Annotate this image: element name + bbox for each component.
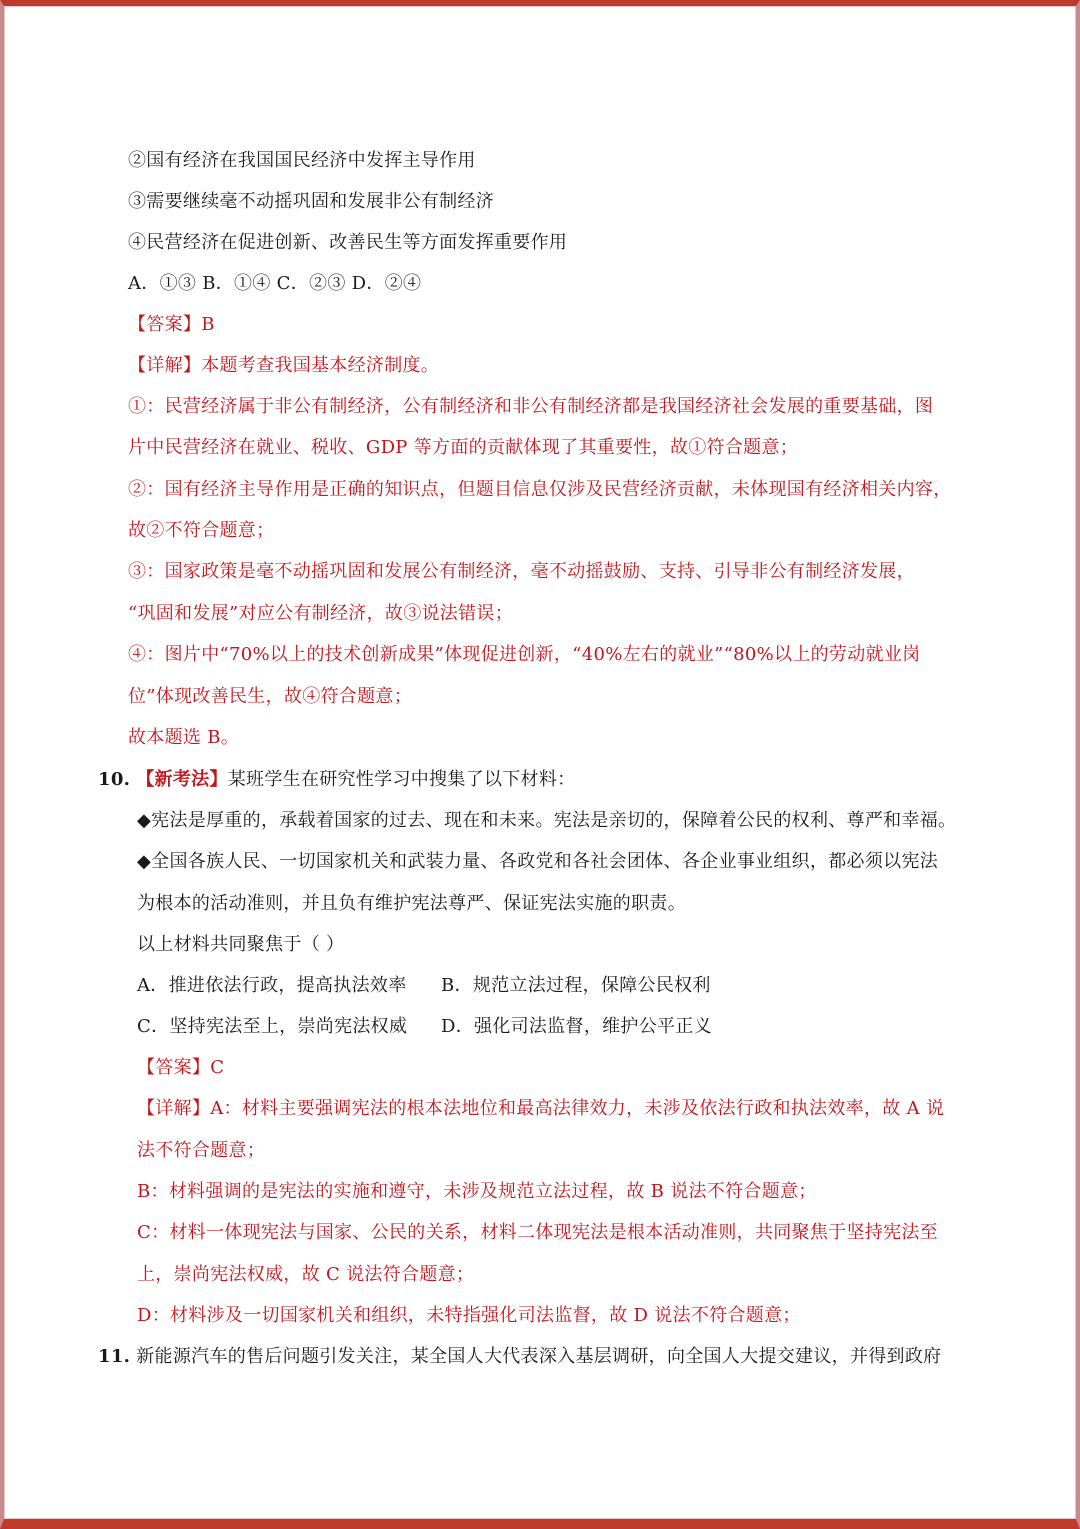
q9-analysis-line: “巩固和发展”对应公有制经济，故③说法错误； [128, 603, 514, 624]
q9-analysis-line: 位”体现改善民生，故④符合题意； [128, 686, 413, 707]
q9-analysis-line: ④：图片中“70%以上的技术创新成果”体现促进创新，“40%左右的就业”“80%以上的劳动就业岗 [128, 644, 921, 665]
q9-option-2: ②国有经济在我国国民经济中发挥主导作用 [128, 150, 476, 171]
q10-analysis-line: B：材料强调的是宪法的实施和遵守，未涉及规范立法过程，故 B 说法不符合题意； [137, 1181, 817, 1202]
q10-analysis-line: 上，崇尚宪法权威，故 C 说法符合题意； [137, 1264, 475, 1285]
answer-label: 【答案】 [137, 1057, 211, 1078]
q9-analysis-line: ②：国有经济主导作用是正确的知识点，但题目信息仅涉及民营经济贡献，未体现国有经济相关内容， [128, 479, 952, 500]
q9-analysis-line: ①：民营经济属于非公有制经济，公有制经济和非公有制经济都是我国经济社会发展的重要基础，图 [128, 396, 934, 417]
detail-label: 【详解】 [137, 1098, 211, 1119]
detail-intro: 本题考查我国基本经济制度。 [201, 355, 440, 376]
q10-detail [137, 1097, 944, 1121]
q9-choices: A．①③ B．①④ C．②③ D．②④ [128, 273, 422, 294]
q9-option-3: ③需要继续毫不动摇巩固和发展非公有制经济 [128, 191, 494, 212]
question-tag: 【新考法】 [136, 769, 228, 790]
q9-detail [128, 354, 439, 378]
q11-stem-line [98, 1345, 941, 1369]
answer-value: C [210, 1057, 225, 1078]
q10-material: 为根本的活动准则，并且负有维护宪法尊严、保证宪法实施的职责。 [137, 893, 686, 914]
answer-value: B [201, 314, 215, 335]
q9-analysis-line: 故本题选 B。 [128, 727, 240, 748]
q9-analysis-line: ③：国家政策是毫不动摇巩固和发展公有制经济，毫不动摇鼓励、支持、引导非公有制经济发展， [128, 561, 915, 582]
q9-answer [128, 313, 215, 337]
q10-analysis-line: D：材料涉及一切国家机关和组织，未特指强化司法监督，故 D 说法不符合题意； [137, 1305, 801, 1326]
question-number: 10. [98, 769, 131, 790]
q10-option-b: B．规范立法过程，保障公民权利 [441, 975, 711, 996]
answer-label: 【答案】 [128, 314, 202, 335]
question-stem: 某班学生在研究性学习中搜集了以下材料： [227, 769, 576, 790]
question-stem: 新能源汽车的售后问题引发关注，某全国人大代表深入基层调研，向全国人大提交建议，并得到政府 [136, 1346, 942, 1367]
q10-option-a: A．推进依法行政，提高执法效率 [137, 975, 407, 996]
q10-material: ◆宪法是厚重的，承载着国家的过去、现在和未来。宪法是亲切的，保障着公民的权利、尊严和幸福。 [137, 810, 957, 831]
q10-material: ◆全国各族人民、一切国家机关和武装力量、各政党和各社会团体、各企业事业组织，都必须以宪法 [137, 851, 939, 872]
q10-option-d: D．强化司法监督，维护公平正义 [441, 1016, 712, 1037]
question-number: 11. [98, 1346, 131, 1367]
q10-analysis-line: C：材料一体现宪法与国家、公民的关系，材料二体现宪法是根本活动准则，共同聚焦于坚持宪法至 [137, 1222, 938, 1243]
detail-label: 【详解】 [128, 355, 202, 376]
q10-stem-line [98, 768, 575, 792]
q9-analysis-line: 故②不符合题意； [128, 520, 275, 541]
q9-option-4: ④民营经济在促进创新、改善民生等方面发挥重要作用 [128, 232, 568, 253]
q9-analysis-line: 片中民营经济在就业、税收、GDP 等方面的贡献体现了其重要性，故①符合题意； [128, 437, 799, 458]
q10-option-c: C．坚持宪法至上，崇尚宪法权威 [137, 1016, 408, 1037]
q10-analysis-line: 法不符合题意； [137, 1140, 266, 1161]
detail-text: A：材料主要强调宪法的根本法地位和最高法律效力，未涉及依法行政和执法效率，故 A 说 [210, 1098, 945, 1119]
q10-answer [137, 1056, 224, 1080]
q10-question: 以上材料共同聚焦于（ ） [137, 934, 345, 955]
